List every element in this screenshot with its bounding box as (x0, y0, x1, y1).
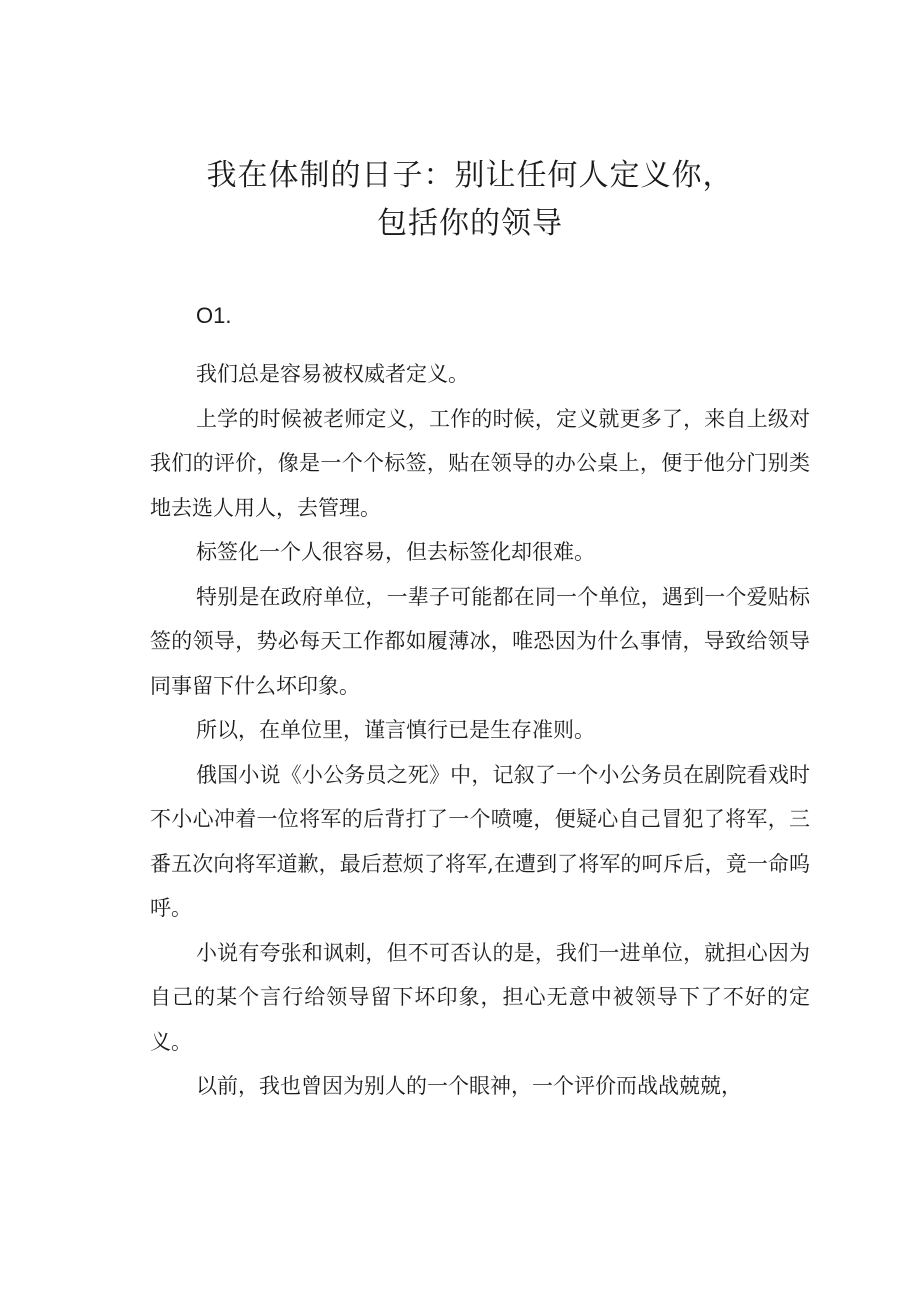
paragraph: 所以，在单位里，谨言慎行已是生存准则。 (196, 718, 595, 742)
paragraph: 标签化一个人很容易，但去标签化却很难。 (196, 540, 595, 564)
paragraph: 我们总是容易被权威者定义。 (196, 362, 469, 386)
paragraph: 以前，我也曾因为别人的一个眼神，一个评价而战战兢兢， (196, 1074, 742, 1098)
title-line-1: 我在体制的日子：别让任何人定义你， (206, 158, 734, 193)
body-text (150, 352, 810, 1109)
document-title (150, 152, 790, 248)
paragraph: 小说有夸张和讽刺，但不可否认的是，我们一进单位，就担心因为自己的某个言行给领导留下坏印象，担心无意中被领导下了不好的定义。 (150, 940, 810, 1054)
paragraph: 上学的时候被老师定义，工作的时候，定义就更多了，来自上级对我们的评价，像是一个个标签，贴在领导的办公桌上，便于他分门别类地去选人用人，去管理。 (150, 406, 810, 520)
paragraph: 特别是在政府单位，一辈子可能都在同一个单位，遇到一个爱贴标签的领导，势必每天工作都如履薄冰，唯恐因为什么事情，导致给领导同事留下什么坏印象。 (150, 584, 810, 698)
title-line-2: 包括你的领导 (377, 206, 563, 241)
paragraph: 俄国小说《小公务员之死》中，记叙了一个小公务员在剧院看戏时不小心冲着一位将军的后背打了一个喷嚏，便疑心自己冒犯了将军，三番五次向将军道歉，最后惹烦了将军,在遭到了将军的呵斥后，竟一命呜呼。 (150, 762, 810, 920)
section-number: O1. (196, 303, 232, 328)
